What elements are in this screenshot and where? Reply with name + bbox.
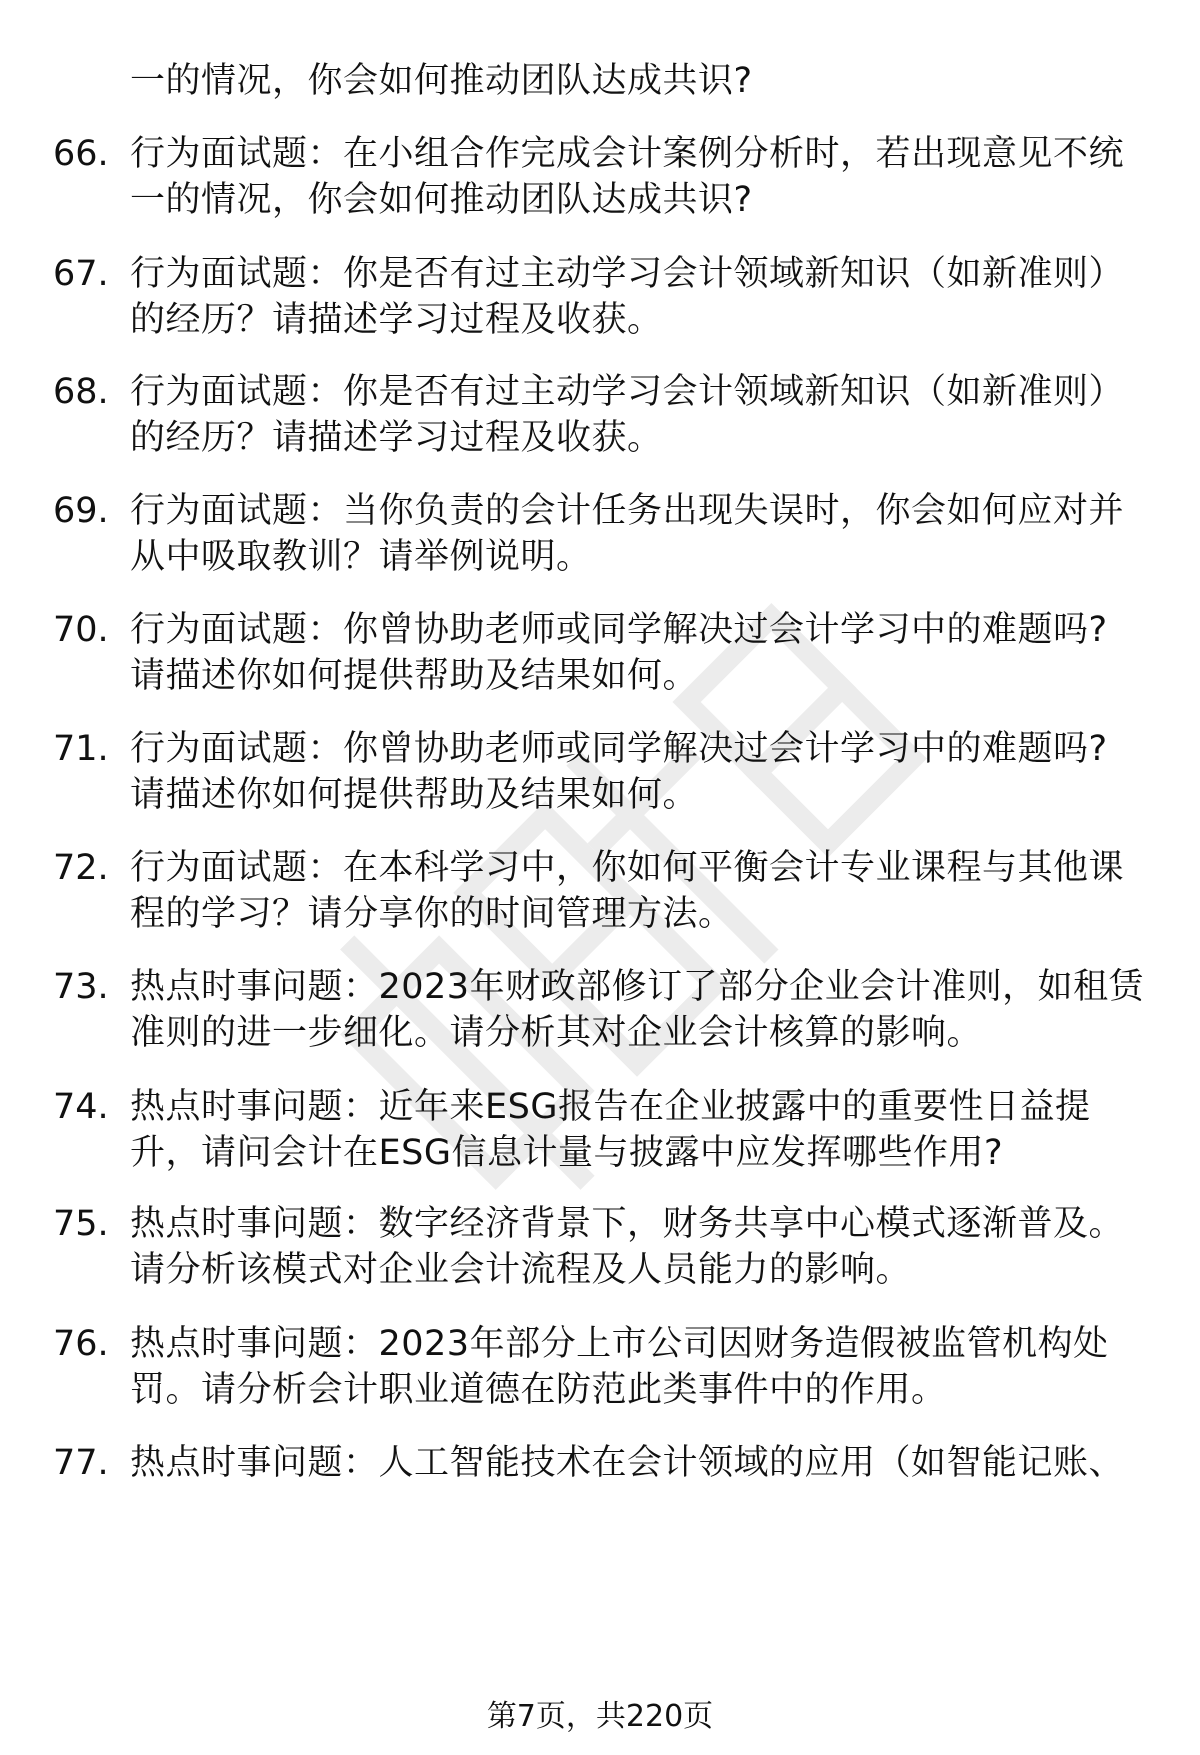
question-text-line: 热点时事问题：人工智能技术在会计领域的应用（如智能记账、: [130, 1443, 1125, 1483]
question-text-line: 热点时事问题：近年来ESG报告在企业披露中的重要性日益提: [130, 1087, 1091, 1127]
item-number: 70.: [53, 610, 109, 650]
question-text-line: 行为面试题：你是否有过主动学习会计领域新知识（如新准则）: [130, 372, 1125, 412]
question-text-line: 一的情况，你会如何推动团队达成共识?: [130, 180, 753, 220]
question-text-line: 热点时事问题：数字经济背景下，财务共享中心模式逐渐普及。: [130, 1204, 1125, 1244]
question-text-line: 行为面试题：在本科学习中，你如何平衡会计专业课程与其他课: [130, 848, 1125, 888]
item-number: 74.: [53, 1087, 109, 1127]
question-text-line: 热点时事问题：2023年财政部修订了部分企业会计准则，如租赁: [130, 967, 1145, 1007]
item-number: 66.: [53, 134, 109, 174]
question-text-line: 罚。请分析会计职业道德在防范此类事件中的作用。: [130, 1370, 947, 1410]
item-number: 67.: [53, 254, 109, 294]
question-text-line: 程的学习？请分享你的时间管理方法。: [130, 894, 734, 934]
question-text-line: 行为面试题：在小组合作完成会计案例分析时，若出现意见不统: [130, 134, 1125, 174]
continued-text-line: 一的情况，你会如何推动团队达成共识?: [130, 61, 753, 101]
page-footer: 第7页，共220页: [486, 1699, 714, 1734]
item-number: 69.: [53, 491, 109, 531]
item-number: 76.: [53, 1324, 109, 1364]
item-number: 75.: [53, 1204, 109, 1244]
item-number: 77.: [53, 1443, 109, 1483]
question-text-line: 的经历？请描述学习过程及收获。: [130, 300, 663, 340]
question-text-line: 准则的进一步细化。请分析其对企业会计核算的影响。: [130, 1013, 983, 1053]
question-text-line: 行为面试题：你曾协助老师或同学解决过会计学习中的难题吗?: [130, 610, 1108, 650]
question-text-line: 的经历？请描述学习过程及收获。: [130, 418, 663, 458]
item-number: 72.: [53, 848, 109, 888]
item-number: 73.: [53, 967, 109, 1007]
item-number: 71.: [53, 729, 109, 769]
question-text-line: 请描述你如何提供帮助及结果如何。: [130, 775, 699, 815]
question-text-line: 热点时事问题：2023年部分上市公司因财务造假被监管机构处: [130, 1324, 1109, 1364]
question-text-line: 升，请问会计在ESG信息计量与披露中应发挥哪些作用?: [130, 1133, 1004, 1173]
question-text-line: 行为面试题：当你负责的会计任务出现失误时，你会如何应对并: [130, 491, 1125, 531]
question-text-line: 行为面试题：你是否有过主动学习会计领域新知识（如新准则）: [130, 254, 1125, 294]
question-text-line: 请描述你如何提供帮助及结果如何。: [130, 656, 699, 696]
item-number: 68.: [53, 372, 109, 412]
question-text-line: 请分析该模式对企业会计流程及人员能力的影响。: [130, 1250, 912, 1290]
question-text-line: 行为面试题：你曾协助老师或同学解决过会计学习中的难题吗?: [130, 729, 1108, 769]
question-text-line: 从中吸取教训？请举例说明。: [130, 537, 592, 577]
